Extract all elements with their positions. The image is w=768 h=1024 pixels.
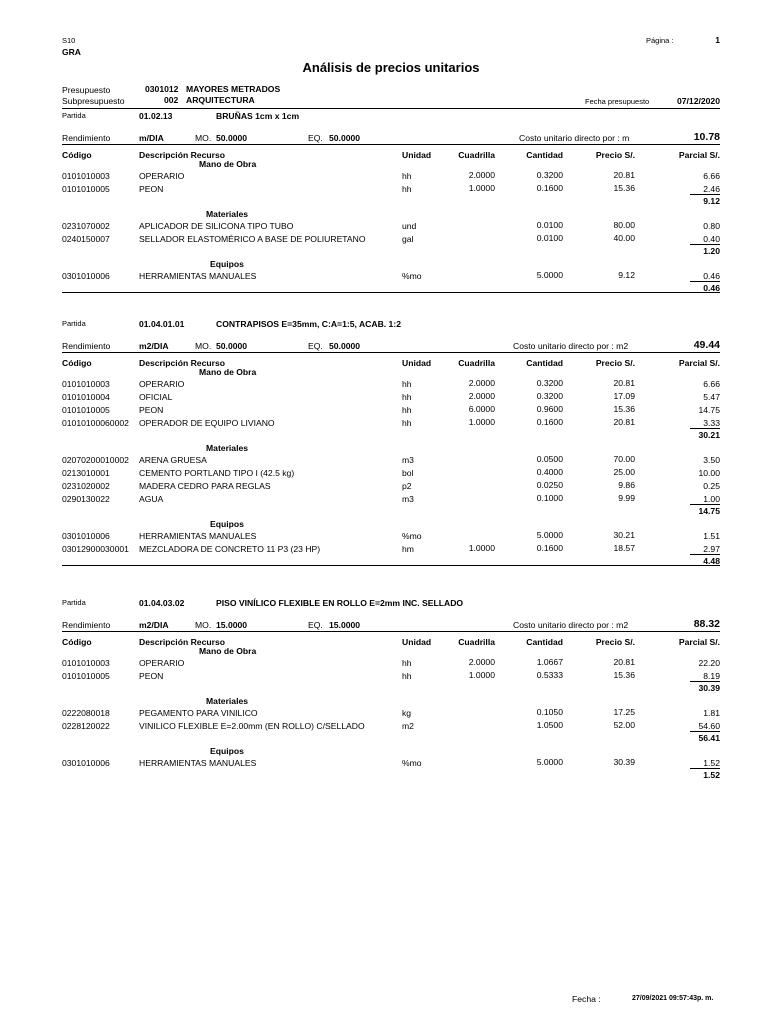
resource-code: 0301010006 bbox=[62, 531, 110, 541]
resource-cuadrilla: 1.0000 bbox=[468, 670, 495, 680]
resource-parcial: 3.50 bbox=[703, 455, 720, 465]
resource-precio: 9.99 bbox=[618, 493, 635, 503]
resource-unit: %mo bbox=[402, 271, 422, 281]
resource-precio: 20.81 bbox=[613, 657, 635, 667]
eq-value: 15.0000 bbox=[329, 620, 361, 630]
resource-cuadrilla: 2.0000 bbox=[468, 170, 495, 180]
precio-header: Precio S/. bbox=[595, 150, 635, 160]
resource-cantidad: 5.0000 bbox=[536, 270, 563, 280]
resource-precio: 18.57 bbox=[613, 543, 635, 553]
resource-unit: hh bbox=[402, 671, 412, 681]
cuadrilla-header: Cuadrilla bbox=[458, 358, 495, 368]
resource-cantidad: 0.3200 bbox=[536, 170, 563, 180]
resource-parcial: 1.00 bbox=[703, 494, 720, 504]
resource-precio: 17.25 bbox=[613, 707, 635, 717]
cantidad-header: Cantidad bbox=[526, 150, 563, 160]
resource-precio: 40.00 bbox=[613, 233, 635, 243]
rendimiento-unit: m2/DIA bbox=[139, 620, 169, 630]
resource-unit: m2 bbox=[402, 721, 414, 731]
page-label: Página : bbox=[646, 36, 674, 45]
header-divider bbox=[62, 108, 720, 109]
resource-unit: hh bbox=[402, 379, 412, 389]
resource-unit: hm bbox=[402, 544, 414, 554]
unidad-header: Unidad bbox=[402, 150, 432, 160]
partida-divider bbox=[62, 565, 720, 566]
resource-precio: 25.00 bbox=[613, 467, 635, 477]
resource-parcial: 3.33 bbox=[703, 418, 720, 428]
resource-description: OPERARIO bbox=[139, 658, 185, 668]
eq-value: 50.0000 bbox=[329, 133, 361, 143]
resource-unit: m3 bbox=[402, 494, 414, 504]
resource-unit: hh bbox=[402, 392, 412, 402]
rendimiento-unit: m2/DIA bbox=[139, 341, 169, 351]
footer-fecha-label: Fecha : bbox=[572, 994, 601, 1004]
mano-obra-total: 30.21 bbox=[698, 430, 720, 440]
codigo-header: Código bbox=[62, 358, 92, 368]
presupuesto-code: 0301012 bbox=[145, 84, 179, 94]
parcial-header: Parcial S/. bbox=[678, 150, 720, 160]
resource-cantidad: 0.0100 bbox=[536, 233, 563, 243]
resource-description: PEON bbox=[139, 671, 164, 681]
equipos-total-line bbox=[690, 281, 720, 282]
eq-label: EQ. bbox=[308, 341, 323, 351]
resource-description: HERRAMIENTAS MANUALES bbox=[139, 271, 257, 281]
materiales-total: 56.41 bbox=[698, 733, 720, 743]
mano-obra-heading: Mano de Obra bbox=[199, 367, 257, 377]
resource-cuadrilla: 1.0000 bbox=[468, 543, 495, 553]
resource-parcial: 5.47 bbox=[703, 392, 720, 402]
resource-cuadrilla: 2.0000 bbox=[468, 378, 495, 388]
resource-precio: 70.00 bbox=[613, 454, 635, 464]
resource-precio: 15.36 bbox=[613, 670, 635, 680]
resource-parcial: 22.20 bbox=[698, 658, 720, 668]
partida-code: 01.04.03.02 bbox=[139, 598, 185, 608]
resource-unit: m3 bbox=[402, 455, 414, 465]
resource-precio: 30.21 bbox=[613, 530, 635, 540]
resource-code: 0101010005 bbox=[62, 184, 110, 194]
resource-parcial: 0.25 bbox=[703, 481, 720, 491]
resource-cantidad: 0.4000 bbox=[536, 467, 563, 477]
resource-parcial: 2.97 bbox=[703, 544, 720, 554]
equipos-total: 4.48 bbox=[703, 556, 720, 566]
resource-precio: 30.39 bbox=[613, 757, 635, 767]
resource-description: AGUA bbox=[139, 494, 164, 504]
resource-cantidad: 0.1000 bbox=[536, 493, 563, 503]
resource-unit: kg bbox=[402, 708, 412, 718]
partida-name: CONTRAPISOS E=35mm, C:A=1:5, ACAB. 1:2 bbox=[216, 319, 401, 329]
resource-unit: %mo bbox=[402, 531, 422, 541]
resource-code: 03012900030001 bbox=[62, 544, 129, 554]
resource-description: OFICIAL bbox=[139, 392, 173, 402]
resource-cantidad: 0.0500 bbox=[536, 454, 563, 464]
materiales-total-line bbox=[690, 504, 720, 505]
codigo-header: Código bbox=[62, 150, 92, 160]
costo-unitario-label: Costo unitario directo por : m bbox=[519, 133, 630, 143]
cuadrilla-header: Cuadrilla bbox=[458, 150, 495, 160]
resource-description: MADERA CEDRO PARA REGLAS bbox=[139, 481, 271, 491]
mo-value: 50.0000 bbox=[216, 133, 248, 143]
resource-precio: 80.00 bbox=[613, 220, 635, 230]
codigo-header: Código bbox=[62, 637, 92, 647]
resource-cantidad: 0.5333 bbox=[536, 670, 563, 680]
resource-description: VINILICO FLEXIBLE E=2.00mm (EN ROLLO) C/SELLADO bbox=[139, 721, 365, 731]
resource-unit: hh bbox=[402, 405, 412, 415]
materiales-total: 14.75 bbox=[698, 506, 720, 516]
subpresupuesto-label: Subpresupuesto bbox=[62, 96, 125, 106]
resource-description: OPERARIO bbox=[139, 171, 185, 181]
resource-code: 0240150007 bbox=[62, 234, 110, 244]
mano-obra-total-line bbox=[690, 681, 720, 682]
resource-code: 0213010001 bbox=[62, 468, 110, 478]
resource-precio: 15.36 bbox=[613, 183, 635, 193]
resource-code: 0101010003 bbox=[62, 171, 110, 181]
rendimiento-divider bbox=[62, 144, 720, 145]
resource-precio: 52.00 bbox=[613, 720, 635, 730]
resource-code: 0222080018 bbox=[62, 708, 110, 718]
resource-cantidad: 0.0250 bbox=[536, 480, 563, 490]
precio-header: Precio S/. bbox=[595, 637, 635, 647]
mo-label: MO. bbox=[195, 341, 212, 351]
resource-cantidad: 0.3200 bbox=[536, 378, 563, 388]
resource-parcial: 1.81 bbox=[703, 708, 720, 718]
resource-description: CEMENTO PORTLAND TIPO I (42.5 kg) bbox=[139, 468, 295, 478]
cantidad-header: Cantidad bbox=[526, 358, 563, 368]
resource-unit: gal bbox=[402, 234, 414, 244]
unidad-header: Unidad bbox=[402, 358, 432, 368]
precio-header: Precio S/. bbox=[595, 358, 635, 368]
partida-name: PISO VINÍLICO FLEXIBLE EN ROLLO E=2mm INC. SELLADO bbox=[216, 598, 464, 608]
resource-parcial: 2.46 bbox=[703, 184, 720, 194]
resource-parcial: 0.40 bbox=[703, 234, 720, 244]
materiales-total-line bbox=[690, 244, 720, 245]
resource-cantidad: 0.3200 bbox=[536, 391, 563, 401]
resource-unit: hh bbox=[402, 184, 412, 194]
rendimiento-label: Rendimiento bbox=[62, 133, 111, 143]
resource-precio: 20.81 bbox=[613, 170, 635, 180]
resource-cuadrilla: 6.0000 bbox=[468, 404, 495, 414]
eq-label: EQ. bbox=[308, 620, 323, 630]
resource-cantidad: 5.0000 bbox=[536, 757, 563, 767]
resource-parcial: 54.60 bbox=[698, 721, 720, 731]
resource-description: OPERARIO bbox=[139, 379, 185, 389]
resource-description: HERRAMIENTAS MANUALES bbox=[139, 531, 257, 541]
presupuesto-name: MAYORES METRADOS bbox=[186, 84, 281, 94]
mo-value: 50.0000 bbox=[216, 341, 248, 351]
materiales-heading: Materiales bbox=[206, 696, 249, 706]
resource-cuadrilla: 1.0000 bbox=[468, 183, 495, 193]
descripcion-header: Descripción Recurso bbox=[139, 637, 225, 647]
rendimiento-unit: m/DIA bbox=[139, 133, 164, 143]
resource-code: 01010100060002 bbox=[62, 418, 129, 428]
partida-label: Partida bbox=[62, 319, 86, 328]
rendimiento-divider bbox=[62, 631, 720, 632]
partida-divider bbox=[62, 292, 720, 293]
resource-parcial: 6.66 bbox=[703, 171, 720, 181]
footer-fecha: 27/09/2021 09:57:43p. m. bbox=[632, 995, 714, 1002]
page-title: Análisis de precios unitarios bbox=[302, 60, 480, 75]
fecha-presupuesto: 07/12/2020 bbox=[676, 96, 720, 106]
mo-label: MO. bbox=[195, 620, 212, 630]
resource-precio: 20.81 bbox=[613, 378, 635, 388]
equipos-heading: Equipos bbox=[210, 259, 244, 269]
resource-parcial: 1.52 bbox=[703, 758, 720, 768]
resource-code: 02070200010002 bbox=[62, 455, 129, 465]
resource-description: APLICADOR DE SILICONA TIPO TUBO bbox=[139, 221, 294, 231]
company-label: GRA bbox=[62, 47, 81, 57]
resource-description: OPERADOR DE EQUIPO LIVIANO bbox=[139, 418, 275, 428]
materiales-heading: Materiales bbox=[206, 443, 249, 453]
resource-code: 0101010004 bbox=[62, 392, 110, 402]
resource-cantidad: 0.1600 bbox=[536, 183, 563, 193]
subpresupuesto-name: ARQUITECTURA bbox=[186, 95, 255, 105]
equipos-total-line bbox=[690, 768, 720, 769]
resource-code: 0101010005 bbox=[62, 405, 110, 415]
page-number: 1 bbox=[715, 35, 720, 45]
resource-precio: 9.86 bbox=[618, 480, 635, 490]
descripcion-header: Descripción Recurso bbox=[139, 150, 225, 160]
resource-precio: 9.12 bbox=[618, 270, 635, 280]
resource-description: SELLADOR ELASTOMÉRICO A BASE DE POLIURETANO bbox=[139, 234, 366, 244]
rendimiento-label: Rendimiento bbox=[62, 341, 111, 351]
resource-cuadrilla: 2.0000 bbox=[468, 391, 495, 401]
partida-label: Partida bbox=[62, 598, 86, 607]
subpresupuesto-code: 002 bbox=[164, 95, 179, 105]
presupuesto-label: Presupuesto bbox=[62, 85, 111, 95]
resource-cantidad: 0.1600 bbox=[536, 543, 563, 553]
materiales-total-line bbox=[690, 731, 720, 732]
resource-description: HERRAMIENTAS MANUALES bbox=[139, 758, 257, 768]
system-label: S10 bbox=[62, 36, 76, 45]
equipos-heading: Equipos bbox=[210, 519, 244, 529]
rendimiento-divider bbox=[62, 352, 720, 353]
equipos-total-line bbox=[690, 554, 720, 555]
resource-description: PEON bbox=[139, 184, 164, 194]
resource-unit: hh bbox=[402, 171, 412, 181]
resource-parcial: 14.75 bbox=[698, 405, 720, 415]
resource-precio: 15.36 bbox=[613, 404, 635, 414]
cuadrilla-header: Cuadrilla bbox=[458, 637, 495, 647]
resource-cuadrilla: 1.0000 bbox=[468, 417, 495, 427]
resource-cuadrilla: 2.0000 bbox=[468, 657, 495, 667]
resource-code: 0231070002 bbox=[62, 221, 110, 231]
resource-unit: hh bbox=[402, 418, 412, 428]
resource-cantidad: 1.0500 bbox=[536, 720, 563, 730]
parcial-header: Parcial S/. bbox=[678, 358, 720, 368]
resource-unit: hh bbox=[402, 658, 412, 668]
equipos-total: 1.52 bbox=[703, 770, 720, 780]
fecha-presupuesto-label: Fecha presupuesto bbox=[585, 97, 650, 106]
resource-description: ARENA GRUESA bbox=[139, 455, 207, 465]
resource-precio: 17.09 bbox=[613, 391, 635, 401]
resource-parcial: 10.00 bbox=[698, 468, 720, 478]
resource-cantidad: 5.0000 bbox=[536, 530, 563, 540]
resource-description: MEZCLADORA DE CONCRETO 11 P3 (23 HP) bbox=[139, 544, 321, 554]
resource-parcial: 8.19 bbox=[703, 671, 720, 681]
resource-code: 0101010005 bbox=[62, 671, 110, 681]
resource-code: 0231020002 bbox=[62, 481, 110, 491]
equipos-total: 0.46 bbox=[703, 283, 720, 293]
costo-unitario-label: Costo unitario directo por : m2 bbox=[513, 620, 629, 630]
partida-code: 01.02.13 bbox=[139, 111, 173, 121]
resource-parcial: 0.46 bbox=[703, 271, 720, 281]
unidad-header: Unidad bbox=[402, 637, 432, 647]
materiales-heading: Materiales bbox=[206, 209, 249, 219]
resource-code: 0101010003 bbox=[62, 658, 110, 668]
resource-unit: p2 bbox=[402, 481, 412, 491]
resource-code: 0290130022 bbox=[62, 494, 110, 504]
resource-cantidad: 0.1050 bbox=[536, 707, 563, 717]
resource-description: PEGAMENTO PARA VINILICO bbox=[139, 708, 258, 718]
resource-description: PEON bbox=[139, 405, 164, 415]
parcial-header: Parcial S/. bbox=[678, 637, 720, 647]
resource-code: 0228120022 bbox=[62, 721, 110, 731]
materiales-total: 1.20 bbox=[703, 246, 720, 256]
cantidad-header: Cantidad bbox=[526, 637, 563, 647]
resource-code: 0101010003 bbox=[62, 379, 110, 389]
mo-value: 15.0000 bbox=[216, 620, 248, 630]
eq-label: EQ. bbox=[308, 133, 323, 143]
resource-unit: und bbox=[402, 221, 417, 231]
resource-parcial: 0.80 bbox=[703, 221, 720, 231]
eq-value: 50.0000 bbox=[329, 341, 361, 351]
mano-obra-total: 9.12 bbox=[703, 196, 720, 206]
partida-code: 01.04.01.01 bbox=[139, 319, 185, 329]
resource-cantidad: 1.0667 bbox=[536, 657, 563, 667]
costo-unitario-value: 49.44 bbox=[693, 339, 720, 351]
resource-precio: 20.81 bbox=[613, 417, 635, 427]
partida-label: Partida bbox=[62, 111, 86, 120]
mano-obra-total-line bbox=[690, 428, 720, 429]
resource-cantidad: 0.1600 bbox=[536, 417, 563, 427]
mano-obra-heading: Mano de Obra bbox=[199, 646, 257, 656]
costo-unitario-value: 10.78 bbox=[693, 131, 720, 143]
mano-obra-total-line bbox=[690, 194, 720, 195]
rendimiento-label: Rendimiento bbox=[62, 620, 111, 630]
costo-unitario-value: 88.32 bbox=[693, 618, 720, 630]
partida-name: BRUÑAS 1cm x 1cm bbox=[216, 111, 300, 121]
mo-label: MO. bbox=[195, 133, 212, 143]
resource-unit: %mo bbox=[402, 758, 422, 768]
descripcion-header: Descripción Recurso bbox=[139, 358, 225, 368]
mano-obra-total: 30.39 bbox=[698, 683, 720, 693]
equipos-heading: Equipos bbox=[210, 746, 244, 756]
resource-unit: bol bbox=[402, 468, 414, 478]
costo-unitario-label: Costo unitario directo por : m2 bbox=[513, 341, 629, 351]
resource-code: 0301010006 bbox=[62, 271, 110, 281]
resource-code: 0301010006 bbox=[62, 758, 110, 768]
resource-parcial: 1.51 bbox=[703, 531, 720, 541]
mano-obra-heading: Mano de Obra bbox=[199, 159, 257, 169]
resource-cantidad: 0.9600 bbox=[536, 404, 563, 414]
resource-cantidad: 0.0100 bbox=[536, 220, 563, 230]
resource-parcial: 6.66 bbox=[703, 379, 720, 389]
